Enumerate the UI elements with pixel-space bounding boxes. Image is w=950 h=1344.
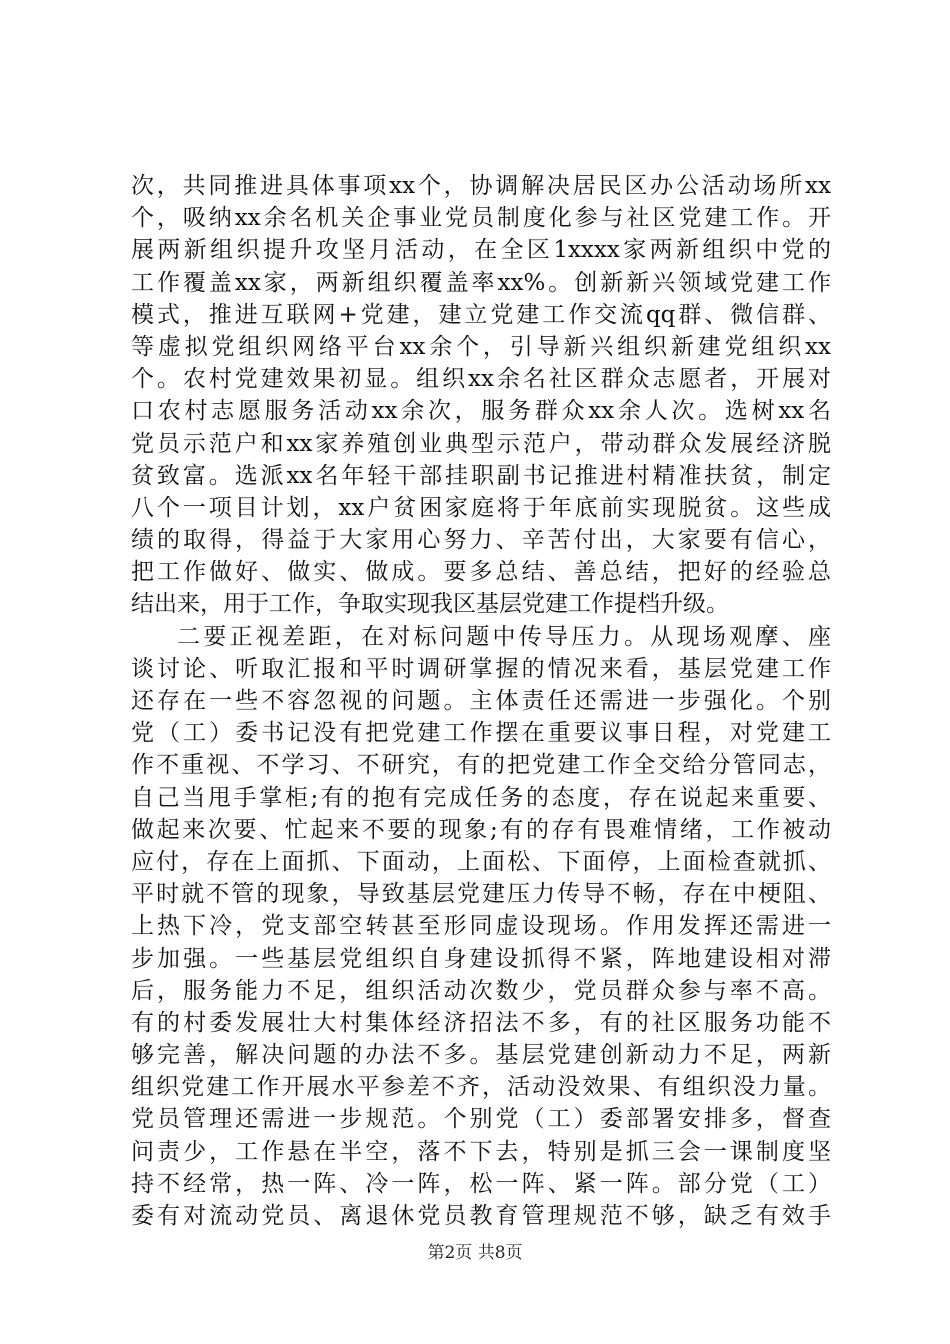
text-line: 作不重视、不学习、不研究，有的把党建工作全交给分管同志， — [131, 752, 831, 779]
text-line: 展两新组织提升攻坚月活动，在全区1xxxx家两新组织中党的 — [131, 237, 831, 264]
text-line: 八个一项目计划，xx户贫困家庭将于年底前实现脱贫。这些成 — [131, 494, 831, 521]
text-line: 问责少，工作悬在半空，落不下去，特别是抓三会一课制度坚 — [131, 1138, 831, 1165]
text-line: 做起来次要、忙起来不要的现象;有的存有畏难情绪，工作被动 — [131, 816, 831, 843]
text-line: 贫致富。选派xx名年轻干部挂职副书记推进村精准扶贫，制定 — [131, 462, 831, 489]
text-line: 上热下冷，党支部空转甚至形同虚设现场。作用发挥还需进一 — [131, 913, 831, 940]
text-line: 二要正视差距，在对标问题中传导压力。从现场观摩、座 — [177, 623, 831, 650]
text-line: 步加强。一些基层党组织自身建设抓得不紧，阵地建设相对滞 — [131, 945, 831, 972]
text-line: 持不经常，热一阵、冷一阵，松一阵、紧一阵。部分党（工） — [131, 1170, 831, 1197]
text-line: 结出来，用于工作，争取实现我区基层党建工作提档升级。 — [131, 591, 729, 618]
text-line: 委有对流动党员、离退休党员教育管理规范不够，缺乏有效手 — [131, 1203, 831, 1229]
text-line: 等虚拟党组织网络平台xx余个，引导新兴组织新建党组织xx — [131, 333, 831, 360]
text-line: 党（工）委书记没有把党建工作摆在重要议事日程，对党建工 — [131, 720, 831, 747]
text-line: 次，共同推进具体事项xx个，协调解决居民区办公活动场所xx — [131, 173, 831, 199]
text-line: 还存在一些不容忽视的问题。主体责任还需进一步强化。个别 — [131, 688, 831, 714]
text-line: 工作覆盖xx家，两新组织覆盖率xx%。创新新兴领域党建工作 — [131, 269, 831, 296]
text-line: 党员示范户和xx家养殖创业典型示范户，带动群众发展经济脱 — [131, 430, 831, 457]
text-line: 后，服务能力不足，组织活动次数少，党员群众参与率不高。 — [131, 977, 831, 1004]
text-line: 党员管理还需进一步规范。个别党（工）委部署安排多，督查 — [131, 1106, 831, 1133]
text-line: 有的村委发展壮大村集体经济招法不多，有的社区服务功能不 — [131, 1009, 831, 1036]
text-line: 把工作做好、做实、做成。要多总结、善总结，把好的经验总 — [131, 559, 831, 586]
text-line: 模式，推进互联网+党建，建立党建工作交流qq群、微信群、 — [131, 301, 831, 328]
text-line: 平时就不管的现象，导致基层党建压力传导不畅，存在中梗阻、 — [131, 881, 831, 908]
text-line: 组织党建工作开展水平参差不齐，活动没效果、有组织没力量。 — [131, 1074, 831, 1101]
text-line: 绩的取得，得益于大家用心努力、辛苦付出，大家要有信心， — [131, 527, 831, 554]
text-line: 口农村志愿服务活动xx余次，服务群众xx余人次。选树xx名 — [131, 398, 831, 425]
text-line: 谈讨论、听取汇报和平时调研掌握的情况来看，基层党建工作 — [131, 655, 831, 682]
text-line: 个。农村党建效果初显。组织xx余名社区群众志愿者，开展对 — [131, 366, 831, 393]
body-text — [131, 170, 831, 1232]
text-line: 应付，存在上面抓、下面动，上面松、下面停，上面检查就抓、 — [131, 848, 831, 875]
text-line: 个，吸纳xx余名机关企事业党员制度化参与社区党建工作。开 — [131, 205, 831, 232]
text-line: 自己当甩手掌柜;有的抱有完成任务的态度，存在说起来重要、 — [131, 784, 831, 811]
page-number: 第2页 共8页 — [427, 1243, 523, 1263]
text-line: 够完善，解决问题的办法不多。基层党建创新动力不足，两新 — [131, 1042, 831, 1069]
